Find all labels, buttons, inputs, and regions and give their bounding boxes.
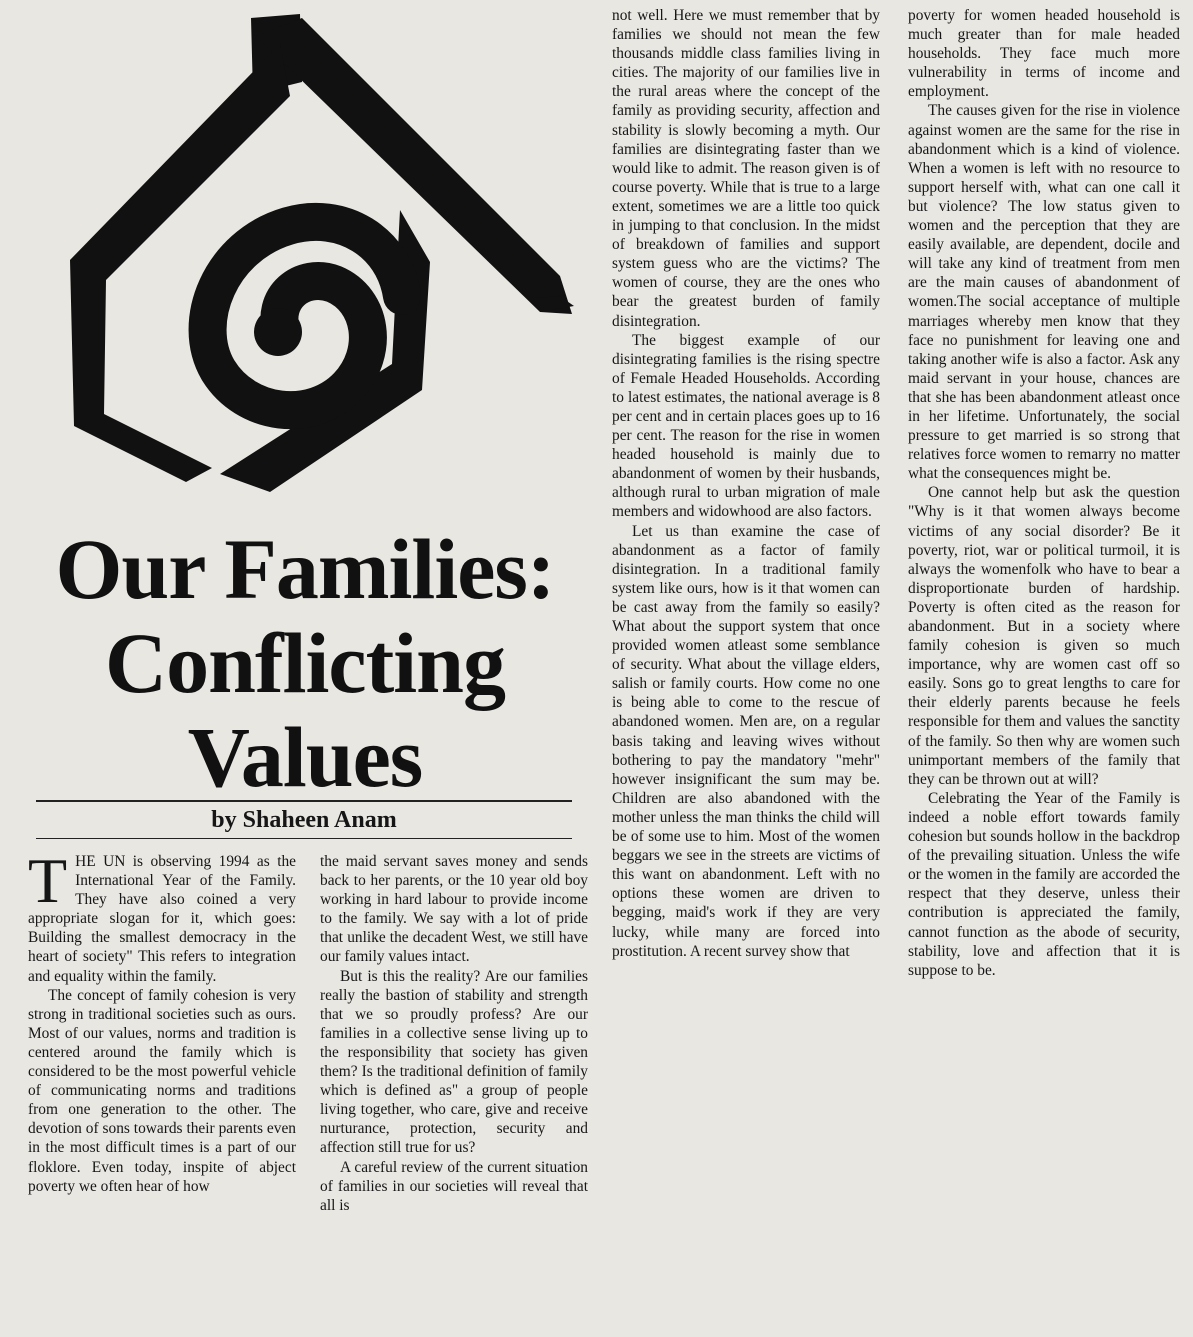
paragraph: not well. Here we must remember that by families we should not mean the few thousands middle class families living in cities. The majority of our families live in the rural areas where the concept of the family as providing security, affection and stability is slowly becoming a myth. Our families are disintegrating faster than we would like to admit. The reason given is of course poverty. While that is true to a large extent, sometimes we are a little too quick in jumping to that conclusion. In the midst of breakdown of families and support system guess who are the victims? The women of course, they are the ones who bear the greatest burden of family disintegration.: [612, 7, 880, 330]
paragraph: the maid servant saves money and sends back to her parents, or the 10 year old boy working in hard labour to provide income to the family. We say with a lot of pride that unlike the decadent West, we still have our family values intact.: [320, 853, 588, 966]
article-column-3: [612, 6, 880, 961]
paragraph: poverty for women headed household is much greater than for male headed households. They face much more vulnerability in terms of income and employment.: [908, 7, 1180, 101]
byline-rule-bottom: [36, 838, 572, 839]
paragraph: Let us than examine the case of abandonment as a factor of family disintegration. In a traditional family system like ours, how is it that women can be cast away from the family so easily? What about the support system that once provided women atleast some semblance of security. What about the village elders, salish or family courts. How come no one is being able to come to the rescue of abandoned women. Men are, on a regular basis taking and leaving wives without bothering to pay the mandatory "mehr" however insignificant the sum may be. Children are also abandoned with the mother unless the man thinks the child will be of some use to him. Most of the women beggars we see in the streets are victims of this want on abandonment. Left with no options these women are driven to begging, maid's work if they are very lucky, while many are forced into prostitution. A recent survey show that: [612, 522, 880, 960]
byline: by Shaheen Anam: [211, 807, 397, 833]
paragraph: Celebrating the Year of the Family is indeed a noble effort towards family cohesion but sounds hollow in the backdrop of the prevailing situation. Unless the wife or the women in the family are accorded the respect that they deserve, unless their contribution is appreciated the family, cannot function as the abode of security, stability, love and affection that it is suppose to be.: [908, 789, 1180, 979]
paragraph: But is this the reality? Are our families really the bastion of stability and strength that we so proudly profess? Are our families in a collective sense living up to the responsibility that society has given them? Is the traditional definition of family which is defined as" a group of people living together, who care, give and receive nurturance, protection, security and affection still true for us?: [320, 967, 588, 1157]
paragraph: One cannot help but ask the question "Why is it that women always become victims of any social disorder? Be it poverty, riot, war or political turmoil, it is always the womenfolk who have to bear a disproportionate burden of hardship. Poverty is often cited as the reason for abandonment. But in a society where family cohesion is given so much importance, why are women cast off so easily. Sons go to great lengths to care for their elderly parents because he feels responsible for them and values the sanctity of the family. So then why are women such unimportant members of the family that they can be thrown out at will?: [908, 484, 1180, 788]
byline-rule-top: [36, 800, 572, 802]
paragraph: The causes given for the rise in violence against women are the same for the rise in abandonment which is a kind of violence. When a women is left with no resource to support herself with, what can one call it but violence? The low status given to women and the perception that they are easily available, are dependent, docile and will take any kind of treatment from men are the main causes of abandonment of women.The social acceptance of multiple marriages whereby men know that they face no punishment for leaving one and taking another wife is also a factor. Ask any maid servant in your house, chances are that she has been abandonment atleast once in her lifetime. Unfortunately, the social pressure to get married is so strong that relatives force women to remarry no matter what the consequences might be.: [908, 102, 1180, 483]
headline-line-1: Our Families:: [55, 521, 555, 617]
article-column-2: [320, 852, 588, 1215]
paragraph: The concept of family cohesion is very strong in traditional societies such as ours. Most of our values, norms and tradition is centered around the family which is considered to be the most powerful vehicle of communicating norms and traditions from one generation to the other. The devotion of sons towards their parents even in the most difficult times is a part of our floklore. Even today, inspite of abject poverty we often hear of how: [28, 986, 296, 1195]
article-column-1: [28, 845, 296, 1196]
drop-cap: T: [28, 845, 68, 916]
paragraph-text: HE UN is observing 1994 as the International Year of the Family. They have also coined a very appropriate slogan for it, which goes: Building the smallest democracy in the heart of society" This refers to integration and equality within the family.: [28, 853, 296, 985]
house-spiral-icon: [40, 14, 575, 514]
paragraph: The biggest example of our disintegrating families is the rising spectre of Female Headed Households. According to latest estimates, the national average is 8 per cent and in certain places goes up to 16 per cent. The reason for the rise in women headed household is mainly due to abandonment of women by their husbands, although rural to urban migration of male members and widowhood are also factors.: [612, 331, 880, 521]
article-column-4: [908, 6, 1180, 980]
headline-line-2: Conflicting: [105, 615, 505, 711]
paragraph: A careful review of the current situation of families in our societies will reveal that all is: [320, 1158, 588, 1214]
headline-line-3: Values: [187, 709, 423, 805]
paragraph: [28, 845, 296, 986]
headline: [10, 522, 600, 804]
